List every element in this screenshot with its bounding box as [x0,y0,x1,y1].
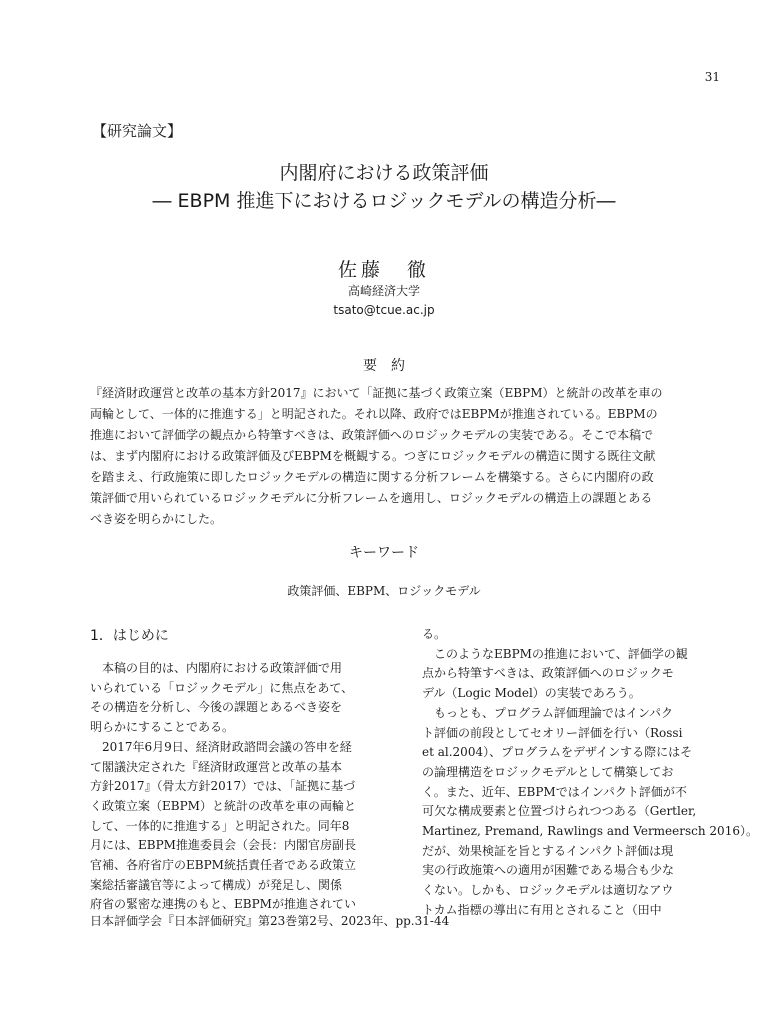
paper-title: 内閣府における政策評価 [279,162,489,184]
body-line: その構造を分析し、今後の課題とあるべき姿を [90,700,343,715]
abstract-line: は、まず内閣府における政策評価及びEBPMを概観する。つぎにロジックモデルの構造に関する既往文献 [90,449,656,463]
left-column-body [90,659,400,915]
body-line: く政策立案（EBPM）と統計の改革を車の両輪と [90,798,356,813]
body-line: 官補、各府省庁のEBPM統括責任者である政策立 [90,858,356,873]
body-line: 府省の緊密な連携のもと、EBPMが推進されてい [90,897,356,912]
body-line: く。また、近年、EBPMではインパクト評価が不 [422,784,687,799]
body-line: もっとも、プログラム評価理論ではインパク [422,705,674,720]
abstract-line: 策評価で用いられているロジックモデルに分析フレームを適用し、ロジックモデルの構造上の課題とある [90,491,653,505]
body-line: et al.2004）、プログラムをデザインする際にはそ [422,745,693,760]
section-heading-introduction: 1．はじめに [90,628,169,644]
body-line: して、一体的に推進する」と明記された。同年8 [90,818,350,833]
abstract-line: 両輪として、一体的に推進する」と明記された。それ以降、政府ではEBPMが推進されている。EBPMの [90,407,658,421]
abstract-line: を踏まえ、行政施策に即したロジックモデルの構造に関する分析フレームを構築する。さらに内閣府の政 [90,470,654,484]
body-line: Martinez, Premand, Rawlings and Vermeersch 2016）。 [422,824,758,839]
abstract-line: 『経済財政運営と改革の基本方針2017』において「証拠に基づく政策立案（EBPM）と統計の改革を車の [90,386,663,400]
paper-subtitle: ― EBPM 推進下におけるロジックモデルの構造分析― [152,190,616,212]
abstract-line: 推進において評価学の観点から特筆すべきは、政策評価へのロジックモデルの実装である。そこで本稿で [90,428,654,442]
abstract-body [90,383,678,530]
body-line: て閣議決定された『経済財政運営と改革の基本 [90,759,343,774]
body-line: の論理構造をロジックモデルとして構築してお [422,764,674,779]
journal-citation-footer: 日本評価学会『日本評価研究』第23巻第2号、2023年、pp.31-44 [90,914,450,928]
body-line: 2017年6月9日、経済財政諮問会議の答申を経 [90,739,352,754]
body-line: このようなEBPMの推進において、評価学の観 [422,646,688,661]
body-line: 明らかにすることである。 [90,720,235,735]
body-line: る。 [422,627,447,641]
author-affiliation: 高崎経済大学 [347,284,420,298]
article-type-label: 【研究論文】 [92,122,183,140]
body-line: 月には、EBPM推進委員会（会長：内閣官房副長 [90,838,356,853]
body-line: ト評価の前段としてセオリー評価を行い（Rossi [422,725,683,740]
abstract-line: べき姿を明らかにした。 [90,512,223,526]
abstract-heading: 要 約 [363,358,405,374]
page-number: 31 [704,70,720,84]
right-column-body [422,625,758,921]
body-line: デル（Logic Model）の実装であろう。 [422,686,641,701]
keywords-heading: キーワード [349,545,419,561]
body-line: くない。しかも、ロジックモデルは適切なアウ [422,883,674,898]
body-line: 実の行政施策への適用が困難である場合も少な [422,863,675,878]
body-line: 方針2017』（骨太方針2017）では、「証拠に基づ [90,779,356,794]
body-line: 点から特筆すべきは、政策評価へのロジックモ [422,666,674,681]
keywords-list: 政策評価、EBPM、ロジックモデル [287,584,481,598]
body-line: だが、効果検証を旨とするインパクト評価は現 [422,843,674,858]
body-line: いられている「ロジックモデル」に焦点をあて、 [90,680,354,695]
author-email: tsato@tcue.ac.jp [333,303,435,317]
author-name: 佐藤 徹 [337,259,430,281]
body-line: トカム指標の導出に有用とされること（田中 [422,902,662,917]
body-line: 案総括審議官等によって構成）が発足し、関係 [90,877,343,892]
body-line: 本稿の目的は、内閣府における政策評価で用 [90,661,343,675]
body-line: 可欠な構成要素と位置づけられつつある（Gertler, [422,804,697,819]
